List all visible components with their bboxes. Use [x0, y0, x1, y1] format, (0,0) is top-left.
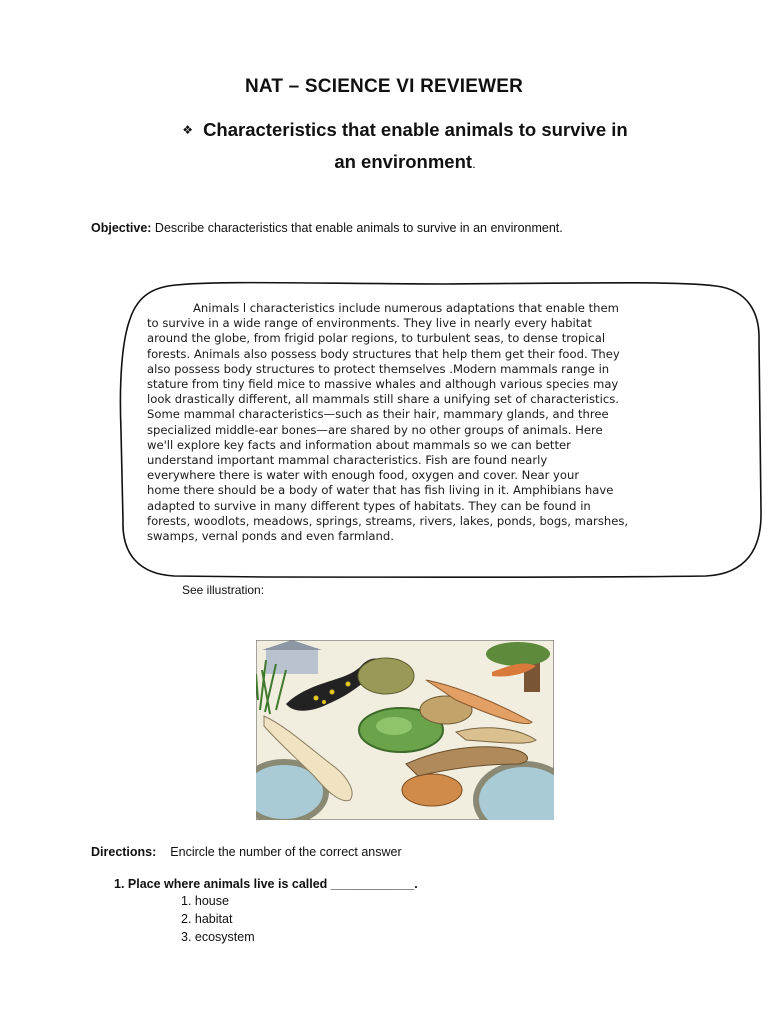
passage-line: we'll explore key facts and information about mammals so we can better [147, 437, 571, 452]
heading-line-1: Characteristics that enable animals to survive in [203, 119, 628, 140]
passage-line: everywhere there is water with enough food, oxygen and cover. Near your [147, 468, 580, 483]
heading-period: . [472, 156, 476, 171]
passage-line: also possess body structures to protect themselves .Modern mammals range in [147, 361, 610, 376]
topic-heading [120, 115, 690, 178]
passage-line: home there should be a body of water that has fish living in it. Amphibians have [147, 483, 614, 498]
see-illustration-label: See illustration: [182, 583, 265, 597]
passage-line: to survive in a wide range of environments. They live in nearly every habitat [147, 316, 592, 331]
objective [91, 219, 631, 237]
passage-line: understand important mammal characteristics. Fish are found nearly [147, 453, 548, 468]
passage-line: forests. Animals also possess body structures that help them get their food. They [147, 346, 620, 361]
passage-line: Some mammal characteristics—such as their hair, mammary glands, and three [147, 407, 609, 422]
passage-line: around the globe, from frigid polar regions, to turbulent seas, to dense tropical [147, 331, 606, 346]
directions [91, 845, 402, 859]
passage-line: look drastically different, all mammals still share a unifying set of characteristics. [147, 392, 619, 407]
passage-line: stature from tiny field mice to massive whales and although various species may [147, 377, 619, 392]
passage-line: specialized middle-ear bones—are shared by no other groups of animals. Here [147, 422, 603, 437]
passage-line: adapted to survive in many different types of habitats. They can be found in [147, 498, 591, 513]
question-1: 1. Place where animals live is called ____________. [114, 877, 418, 891]
heading-line-2: an environment [334, 151, 473, 172]
objective-label: Objective: [91, 221, 152, 235]
question-1-option[interactable]: 1. house [181, 894, 229, 908]
passage-line: swamps, vernal ponds and even farmland. [147, 529, 394, 544]
passage-line: forests, woodlots, meadows, springs, streams, rivers, lakes, ponds, bogs, marshes, [147, 513, 629, 528]
document-title: NAT – SCIENCE VI REVIEWER [244, 76, 524, 97]
directions-label: Directions: [91, 845, 157, 859]
directions-text: Encircle the number of the correct answer [170, 845, 402, 859]
question-1-option[interactable]: 3. ecosystem [181, 930, 255, 944]
diamond-bullet-icon: ❖ [182, 123, 194, 137]
passage-line: Animals l characteristics include numerous adaptations that enable them [193, 301, 619, 315]
passage-text [147, 301, 733, 544]
amphibian-habitat-illustration [256, 640, 554, 820]
objective-text: Describe characteristics that enable animals to survive in an environment. [151, 221, 563, 235]
question-1-option[interactable]: 2. habitat [181, 912, 233, 926]
